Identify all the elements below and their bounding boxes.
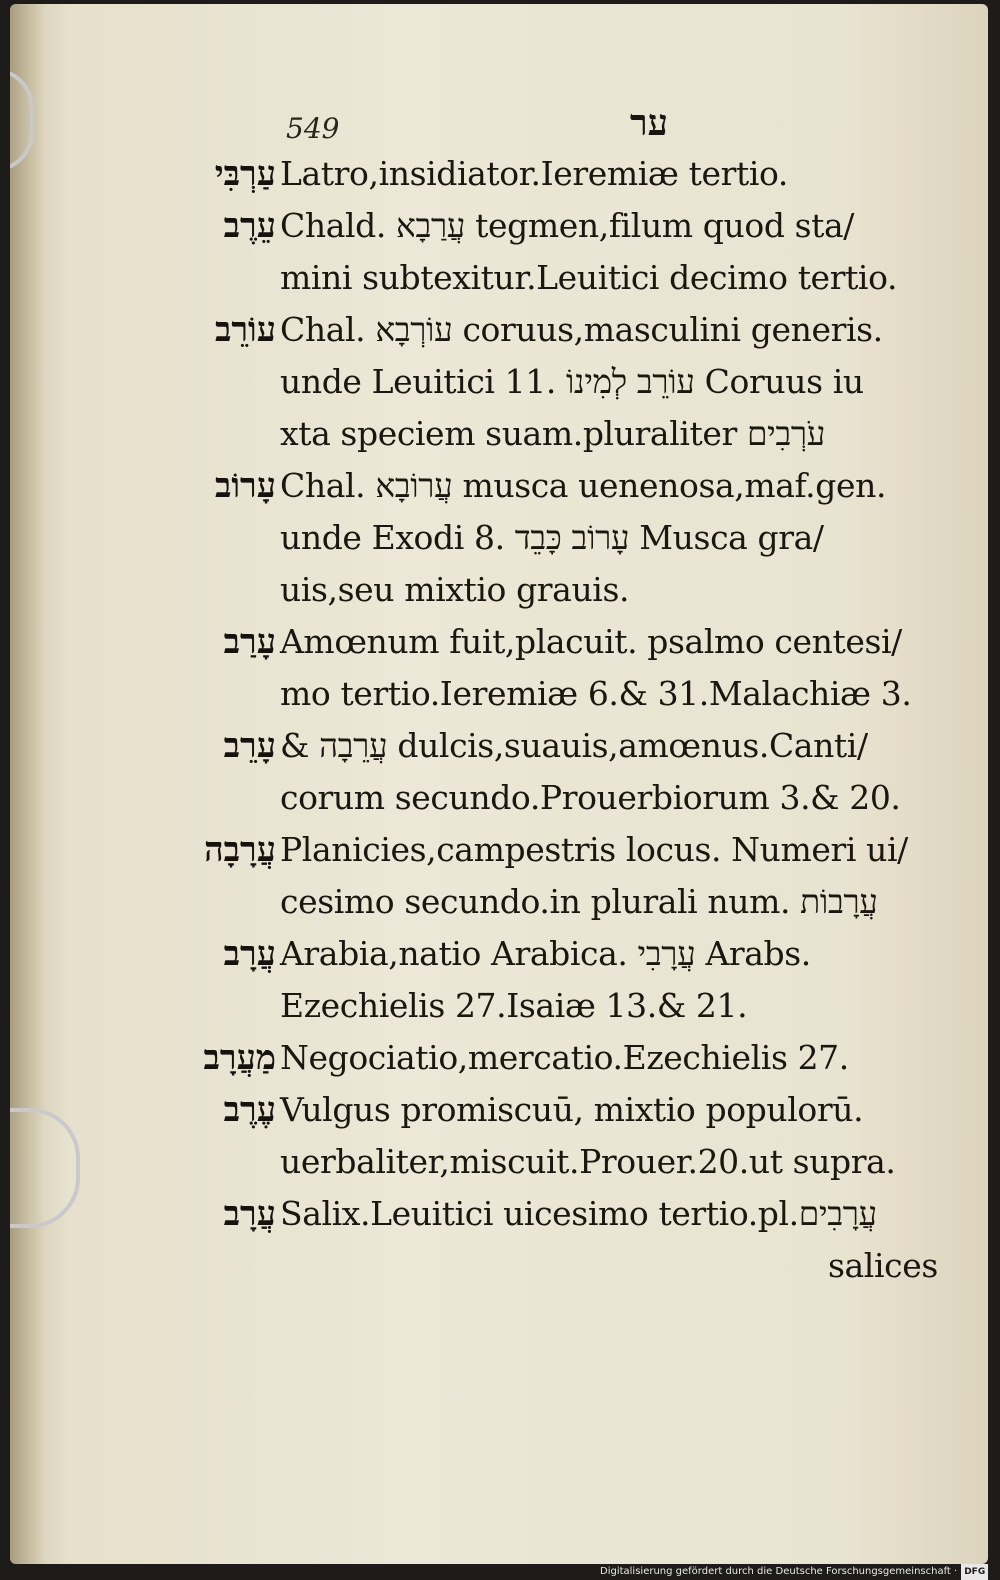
headword: עָרֵב: [223, 726, 276, 766]
entry-text: unde Leuitici 11. עוֹרֵב לְמִינוֹ Coruus iu: [280, 362, 864, 401]
text-line: [10, 518, 988, 570]
text-line: [10, 1142, 988, 1194]
entry-text: Planicies,campestris locus. Numeri ui/: [280, 830, 908, 869]
entry-text: Salix.Leuitici uicesimo tertio.pl.עֲרָבִים: [280, 1194, 877, 1233]
headword: עֲרָב: [223, 934, 276, 974]
text-line: [10, 1090, 988, 1142]
text-line: [10, 986, 988, 1038]
headword: עַרְבִּי: [214, 154, 276, 194]
entry-text: Vulgus promiscuū, mixtio populorū.: [280, 1090, 864, 1129]
entry-text: mini subtexitur.Leuitici decimo tertio.: [280, 258, 898, 297]
text-line: [10, 1194, 988, 1246]
dfg-logo: DFG: [961, 1564, 988, 1580]
entry-text: cesimo secundo.in plurali num. עֲרָבוֹת: [280, 882, 878, 921]
text-line: [10, 1246, 988, 1298]
running-head: ער: [630, 102, 669, 144]
entry-text: & עֲרֵבָה dulcis,suauis,amœnus.Canti/: [280, 726, 868, 765]
entry-text: Chal. עֲרוֹבָא musca uenenosa,maf.gen.: [280, 466, 887, 505]
headword: מַעֲרָב: [203, 1038, 276, 1078]
dictionary-entries: [10, 4, 988, 1564]
entry-text: corum secundo.Prouerbiorum 3.& 20.: [280, 778, 901, 817]
text-line: [10, 622, 988, 674]
entry-text: Chal. עוֹרְבָא coruus,masculini generis.: [280, 310, 883, 349]
text-line: [10, 570, 988, 622]
entry-text: xta speciem suam.pluraliter עֹרְבִים: [280, 414, 826, 453]
entry-text: Arabia,natio Arabica. עֲרָבִי Arabs.: [280, 934, 811, 973]
entry-text: unde Exodi 8. עָרוֹב כָּבֵד Musca gra/: [280, 518, 824, 557]
text-line: [10, 1038, 988, 1090]
text-line: [10, 414, 988, 466]
entry-text: uerbaliter,miscuit.Prouer.20.ut supra.: [280, 1142, 896, 1181]
digitization-credit: [600, 1564, 1000, 1580]
headword: עֲרָבָה: [204, 830, 276, 870]
text-line: [10, 466, 988, 518]
entry-text: Ezechielis 27.Isaiæ 13.& 21.: [280, 986, 748, 1025]
text-line: [10, 882, 988, 934]
text-line: [10, 362, 988, 414]
entry-text: mo tertio.Ieremiæ 6.& 31.Malachiæ 3.: [280, 674, 912, 713]
text-line: [10, 258, 988, 310]
catchword: salices: [828, 1246, 938, 1285]
text-line: [10, 778, 988, 830]
page-number: 549: [286, 112, 340, 145]
headword: עוֹרֵב: [214, 310, 276, 350]
text-line: [10, 726, 988, 778]
headword: עֲרָב: [223, 1194, 276, 1234]
entry-text: Chald. עֲרַבָא tegmen,filum quod sta/: [280, 206, 855, 245]
entry-text: Latro,insidiator.Ieremiæ tertio.: [280, 154, 788, 193]
text-line: [10, 154, 988, 206]
text-line: [10, 674, 988, 726]
book-page: [10, 4, 988, 1564]
headword: עָרוֹב: [214, 466, 276, 506]
text-line: [10, 206, 988, 258]
text-line: [10, 310, 988, 362]
entry-text: uis,seu mixtio grauis.: [280, 570, 630, 609]
text-line: [10, 830, 988, 882]
entry-text: Negociatio,mercatio.Ezechielis 27.: [280, 1038, 849, 1077]
headword: עֵרֶב: [223, 206, 276, 246]
headword: עָרַב: [223, 622, 276, 662]
text-line: [10, 934, 988, 986]
credit-text: Digitalisierung gefördert durch die Deutsche Forschungsgemeinschaft ·: [600, 1566, 958, 1577]
entry-text: Amœnum fuit,placuit. psalmo centesi/: [280, 622, 902, 661]
headword: עֶרֶב: [223, 1090, 276, 1130]
